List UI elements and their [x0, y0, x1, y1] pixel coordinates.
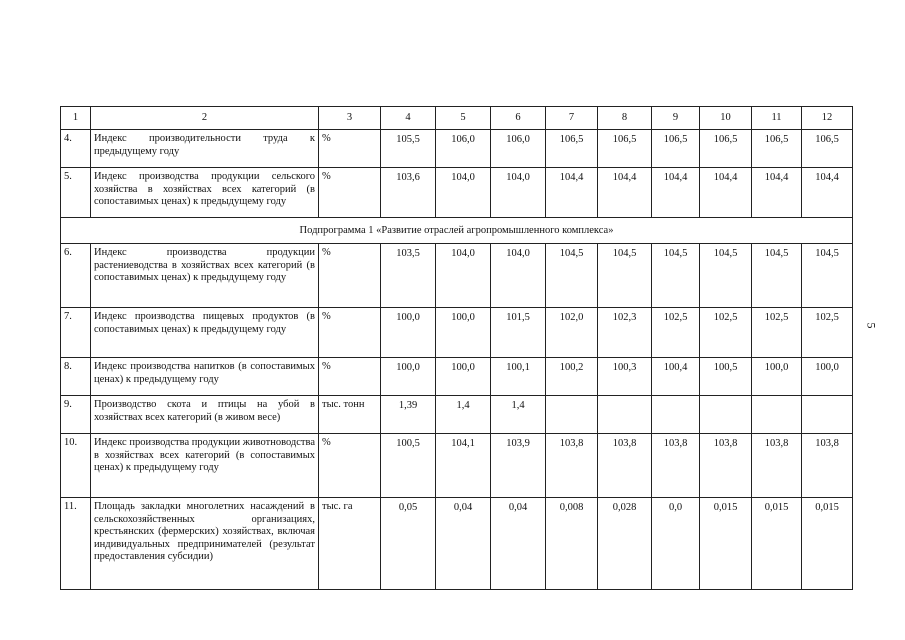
value-cell: 104,0	[436, 168, 491, 218]
value-cell: 1,4	[436, 396, 491, 434]
value-cell: 1,4	[491, 396, 546, 434]
value-cell: 0,05	[381, 498, 436, 590]
value-cell: 106,5	[546, 130, 598, 168]
value-cell: 106,5	[598, 130, 652, 168]
value-cell: 100,0	[381, 308, 436, 358]
value-cell: 102,5	[652, 308, 700, 358]
value-cell: 102,5	[752, 308, 802, 358]
value-cell	[700, 396, 752, 434]
value-cell: 0,0	[652, 498, 700, 590]
value-cell: 104,1	[436, 434, 491, 498]
value-cell: 104,5	[652, 244, 700, 308]
row-number: 9.	[61, 396, 91, 434]
value-cell: 104,4	[700, 168, 752, 218]
header-cell: 7	[546, 107, 598, 130]
value-cell: 104,5	[546, 244, 598, 308]
row-number: 10.	[61, 434, 91, 498]
unit-cell: %	[319, 434, 381, 498]
value-cell: 100,5	[700, 358, 752, 396]
value-cell: 100,0	[436, 308, 491, 358]
value-cell: 106,5	[652, 130, 700, 168]
header-cell: 1	[61, 107, 91, 130]
value-cell: 100,0	[381, 358, 436, 396]
subprogram-title: Подпрограмма 1 «Развитие отраслей агропромышленного комплекса»	[61, 218, 853, 244]
unit-cell: тыс. га	[319, 498, 381, 590]
row-number: 7.	[61, 308, 91, 358]
indicator-name: Площадь закладки многолетних насаждений в сельскохозяйственных организациях, крестьянских (фермерских) хозяйствах, включая индивидуальных предпринимателей (результат предоставления субсидии)	[91, 498, 319, 590]
value-cell: 103,8	[546, 434, 598, 498]
value-cell: 106,5	[700, 130, 752, 168]
indicator-name: Индекс производства пищевых продуктов (в сопоставимых ценах) к предыдущему году	[91, 308, 319, 358]
value-cell: 104,5	[700, 244, 752, 308]
value-cell: 104,0	[491, 244, 546, 308]
value-cell: 101,5	[491, 308, 546, 358]
value-cell	[802, 396, 853, 434]
indicator-name: Производство скота и птицы на убой в хозяйствах всех категорий (в живом весе)	[91, 396, 319, 434]
value-cell: 100,5	[381, 434, 436, 498]
unit-cell: %	[319, 308, 381, 358]
value-cell: 106,0	[491, 130, 546, 168]
header-cell: 4	[381, 107, 436, 130]
value-cell: 104,4	[752, 168, 802, 218]
row-number: 5.	[61, 168, 91, 218]
value-cell: 103,9	[491, 434, 546, 498]
value-cell: 106,5	[752, 130, 802, 168]
value-cell: 102,5	[700, 308, 752, 358]
value-cell	[598, 396, 652, 434]
value-cell: 100,3	[598, 358, 652, 396]
value-cell: 104,5	[802, 244, 853, 308]
indicator-name: Индекс производства продукции животноводства в хозяйствах всех категорий (в сопоставимых ценах) к предыдущему году	[91, 434, 319, 498]
table-row	[61, 244, 853, 308]
value-cell: 104,5	[598, 244, 652, 308]
value-cell: 103,6	[381, 168, 436, 218]
value-cell: 0,04	[491, 498, 546, 590]
value-cell: 0,015	[700, 498, 752, 590]
table-row	[61, 308, 853, 358]
row-number: 4.	[61, 130, 91, 168]
value-cell: 103,8	[752, 434, 802, 498]
value-cell	[752, 396, 802, 434]
value-cell: 103,8	[700, 434, 752, 498]
value-cell	[546, 396, 598, 434]
value-cell: 104,4	[598, 168, 652, 218]
value-cell: 100,4	[652, 358, 700, 396]
value-cell: 106,0	[436, 130, 491, 168]
value-cell: 103,8	[652, 434, 700, 498]
value-cell: 103,8	[598, 434, 652, 498]
value-cell: 1,39	[381, 396, 436, 434]
value-cell: 0,04	[436, 498, 491, 590]
value-cell: 0,015	[752, 498, 802, 590]
indicator-name: Индекс производства напитков (в сопоставимых ценах) к предыдущему году	[91, 358, 319, 396]
header-cell: 2	[91, 107, 319, 130]
header-cell: 11	[752, 107, 802, 130]
value-cell: 104,0	[491, 168, 546, 218]
unit-cell: %	[319, 130, 381, 168]
header-cell: 5	[436, 107, 491, 130]
unit-cell: тыс. тонн	[319, 396, 381, 434]
value-cell: 104,4	[802, 168, 853, 218]
header-cell: 8	[598, 107, 652, 130]
value-cell: 100,2	[546, 358, 598, 396]
table-row	[61, 434, 853, 498]
indicator-name: Индекс производства продукции растениеводства в хозяйствах всех категорий (в сопоставимых ценах) к предыдущему году	[91, 244, 319, 308]
value-cell: 100,1	[491, 358, 546, 396]
header-cell: 3	[319, 107, 381, 130]
value-cell: 102,5	[802, 308, 853, 358]
value-cell: 100,0	[802, 358, 853, 396]
value-cell: 102,0	[546, 308, 598, 358]
table-row	[61, 130, 853, 168]
row-number: 6.	[61, 244, 91, 308]
table-row	[61, 168, 853, 218]
row-number: 11.	[61, 498, 91, 590]
indicator-name: Индекс производства продукции сельского хозяйства в хозяйствах всех категорий (в сопоставимых ценах) к предыдущему году	[91, 168, 319, 218]
value-cell: 100,0	[436, 358, 491, 396]
value-cell: 0,008	[546, 498, 598, 590]
page-number: 5	[864, 322, 879, 329]
indicators-table	[60, 106, 853, 590]
value-cell: 103,5	[381, 244, 436, 308]
unit-cell: %	[319, 358, 381, 396]
header-cell: 10	[700, 107, 752, 130]
unit-cell: %	[319, 168, 381, 218]
row-number: 8.	[61, 358, 91, 396]
table-row	[61, 358, 853, 396]
value-cell: 106,5	[802, 130, 853, 168]
value-cell: 102,3	[598, 308, 652, 358]
unit-cell: %	[319, 244, 381, 308]
header-cell: 9	[652, 107, 700, 130]
value-cell: 103,8	[802, 434, 853, 498]
header-row	[61, 107, 853, 130]
value-cell: 0,028	[598, 498, 652, 590]
value-cell: 105,5	[381, 130, 436, 168]
table-row	[61, 396, 853, 434]
value-cell: 104,4	[546, 168, 598, 218]
table-row	[61, 498, 853, 590]
value-cell	[652, 396, 700, 434]
value-cell: 100,0	[752, 358, 802, 396]
value-cell: 0,015	[802, 498, 853, 590]
value-cell: 104,5	[752, 244, 802, 308]
header-cell: 6	[491, 107, 546, 130]
value-cell: 104,0	[436, 244, 491, 308]
indicator-name: Индекс производительности труда к предыдущему году	[91, 130, 319, 168]
value-cell: 104,4	[652, 168, 700, 218]
header-cell: 12	[802, 107, 853, 130]
subprogram-row	[61, 218, 853, 244]
